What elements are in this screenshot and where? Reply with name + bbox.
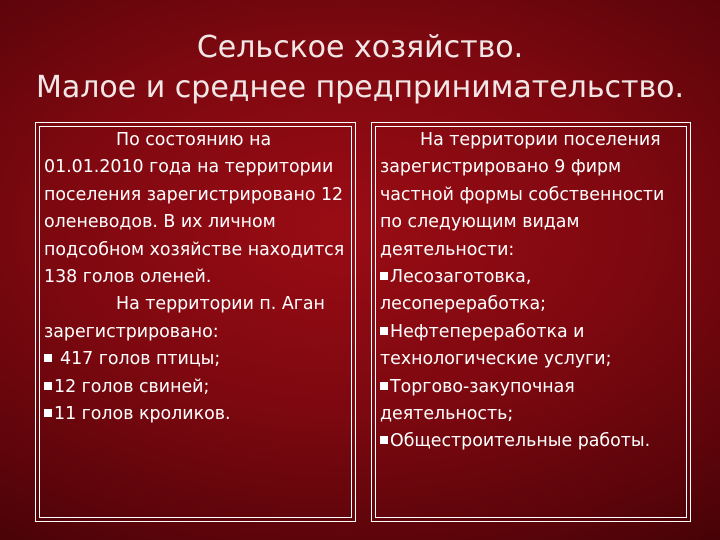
- right-bullet-text: Общестроительные работы.: [390, 431, 651, 452]
- left-paragraph-2: На территории п. Аган зарегистрировано:: [44, 294, 325, 342]
- left-bullet-text: 417 голов птицы;: [60, 349, 221, 370]
- right-text-content: [380, 127, 686, 456]
- square-bullet-icon: [44, 354, 52, 362]
- slide-title-line-1: Сельское хозяйство.: [196, 30, 524, 65]
- left-bullet-item: [44, 346, 351, 373]
- right-bullet-text: Торгово-закупочная деятельность;: [380, 376, 575, 425]
- square-bullet-icon: [44, 382, 52, 390]
- right-bullet-text: Нефтепереработка и технологические услуги;: [380, 321, 612, 370]
- right-bullet-text: Лесозаготовка, лесопереработка;: [380, 267, 547, 315]
- right-text-box: [371, 122, 691, 522]
- right-intro-paragraph: На территории поселения зарегистрировано 9 фирм частной формы собственности по следующим видам деятельности:: [380, 130, 665, 260]
- left-paragraph-1: По состоянию на 01.01.2010 года на территории поселения зарегистрировано 12 оленеводов. В их личном подсобном хозяйстве находится 138 голов оленей.: [44, 130, 345, 288]
- left-bullet-text: 12 голов свиней;: [54, 376, 210, 397]
- left-bullet-text: 11 голов кроликов.: [54, 404, 231, 425]
- square-bullet-icon: [380, 436, 388, 444]
- right-bullet-item: [380, 319, 686, 374]
- left-bullet-item: [44, 401, 351, 428]
- square-bullet-icon: [380, 327, 388, 335]
- square-bullet-icon: [380, 382, 388, 390]
- left-text-content: [44, 127, 351, 428]
- slide-title: [0, 28, 720, 108]
- right-bullet-item: [380, 264, 686, 319]
- left-text-box: [35, 122, 356, 522]
- right-bullet-item: [380, 374, 686, 429]
- right-bullet-item: [380, 428, 686, 455]
- left-bullet-item: [44, 374, 351, 401]
- slide-title-line-2: Малое и среднее предпринимательство.: [35, 70, 685, 105]
- square-bullet-icon: [380, 272, 388, 280]
- square-bullet-icon: [44, 409, 52, 417]
